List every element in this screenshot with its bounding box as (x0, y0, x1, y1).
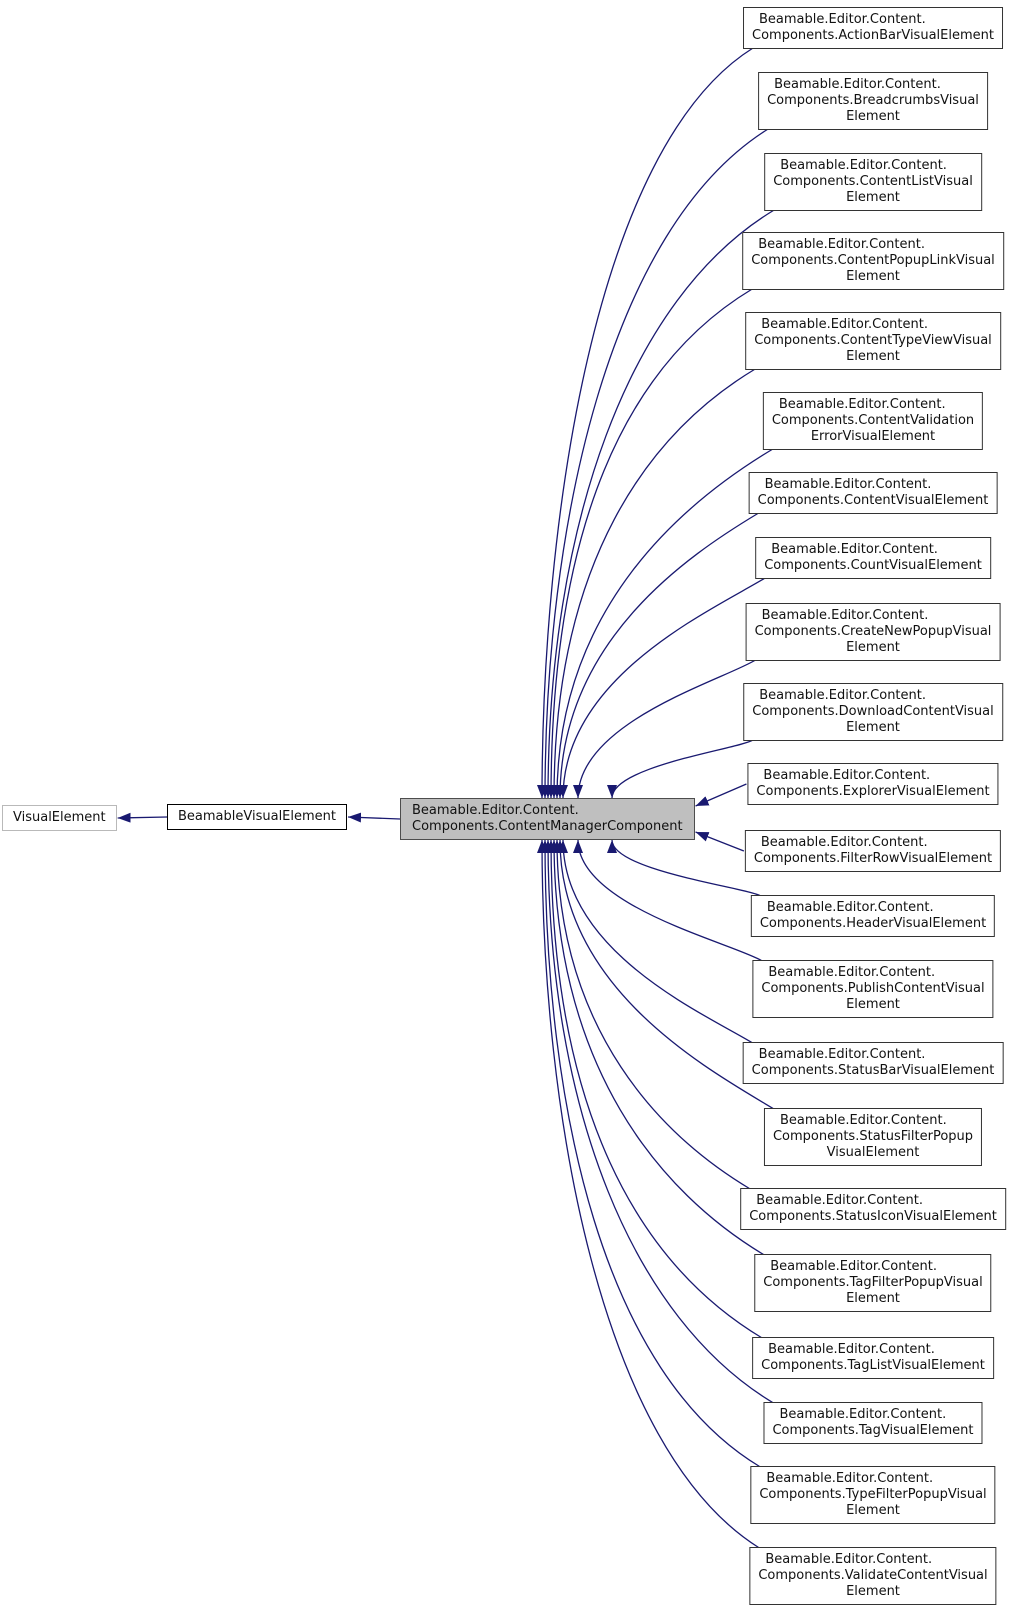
class-name-line: Beamable.Editor.Content. (758, 237, 925, 252)
derived-class-box[interactable] (749, 472, 998, 514)
class-name-line: Beamable.Editor.Content. (768, 1342, 935, 1357)
derived-class-box[interactable] (751, 895, 995, 937)
class-name-line: Components.StatusBarVisualElement (751, 1063, 995, 1078)
class-name-line: Beamable.Editor.Content. (766, 900, 934, 915)
derived-class-box[interactable] (743, 683, 1003, 741)
class-name-line: Element (846, 1503, 900, 1518)
class-name-line: Beamable.Editor.Content. (761, 317, 928, 332)
class-name-line: Components.ContentManagerComponent (412, 819, 683, 834)
class-name-line: Beamable.Editor.Content. (756, 1193, 923, 1208)
class-name-line: Element (846, 190, 900, 205)
derived-class-box[interactable] (752, 960, 993, 1018)
derived-class-box[interactable] (746, 603, 1001, 661)
class-name-line: Components.ContentTypeViewVisual (754, 333, 992, 348)
class-name-line: Components.ContentPopupLinkVisual (751, 253, 995, 268)
class-name-line: Beamable.Editor.Content. (759, 688, 927, 703)
base-class-box-beamablevisualelement[interactable]: BeamableVisualElement (167, 804, 347, 830)
class-name-line: Components.TypeFilterPopupVisual (759, 1487, 987, 1502)
derived-class-box[interactable] (743, 1042, 1004, 1084)
class-name-line: Element (846, 109, 900, 124)
class-name-line: Beamable.Editor.Content. (779, 1407, 947, 1422)
derived-class-box[interactable] (745, 830, 1001, 872)
derived-class-box[interactable] (740, 1188, 1006, 1230)
class-name-line: Components.ActionBarVisualElement (752, 28, 994, 43)
class-name-line: Components.ContentListVisual (773, 174, 973, 189)
class-name-line: Components.ContentValidation (771, 413, 975, 428)
class-name-line: Components.ContentVisualElement (757, 493, 989, 508)
class-name-line: Components.CountVisualElement (764, 558, 982, 573)
class-name-line: Beamable.Editor.Content. (780, 158, 947, 173)
class-name-line: Components.TagVisualElement (772, 1423, 974, 1438)
class-name-line: Element (846, 1291, 900, 1306)
derived-class-box[interactable] (764, 153, 982, 211)
class-name-line: Components.ValidateContentVisual (758, 1568, 988, 1583)
class-name-line: Components.HeaderVisualElement (759, 916, 987, 931)
class-name-line: Beamable.Editor.Content. (771, 542, 938, 557)
class-name-line: VisualElement (826, 1145, 920, 1160)
derived-class-box[interactable] (745, 312, 1001, 370)
class-name-line: Element (846, 349, 900, 364)
derived-class-box[interactable] (763, 392, 983, 450)
derived-class-box[interactable] (752, 1337, 994, 1379)
class-name-line: Beamable.Editor.Content. (760, 835, 928, 850)
class-name-line: Beamable.Editor.Content. (764, 477, 932, 492)
derived-class-box[interactable] (749, 1547, 996, 1605)
class-name-line: Beamable.Editor.Content. (759, 12, 926, 27)
base-class-box-visualelement: VisualElement (2, 805, 117, 831)
class-name-line: Components.FilterRowVisualElement (753, 851, 993, 866)
class-name-line: Beamable.Editor.Content. (766, 1471, 934, 1486)
class-name-line: Beamable.Editor.Content. (412, 803, 579, 818)
derived-class-box[interactable] (750, 1466, 995, 1524)
class-name-line: Beamable.Editor.Content. (763, 768, 931, 783)
derived-class-box[interactable] (763, 1402, 982, 1444)
derived-class-box[interactable] (764, 1108, 982, 1166)
class-name-line: Beamable.Editor.Content. (774, 77, 941, 92)
class-name-line: Components.ExplorerVisualElement (756, 784, 990, 799)
class-name-line: Components.DownloadContentVisual (752, 704, 994, 719)
derived-class-box[interactable] (754, 1254, 991, 1312)
class-name-line: Beamable.Editor.Content. (765, 1552, 933, 1567)
focus-class-box-contentmanagercomponent (400, 798, 695, 840)
class-name-line: Beamable.Editor.Content. (779, 1113, 947, 1128)
derived-class-box[interactable] (755, 537, 991, 579)
class-name-line: Components.TagListVisualElement (761, 1358, 985, 1373)
class-name-line: Element (846, 640, 900, 655)
class-name-line: Element (846, 720, 900, 735)
class-name-line: Beamable.Editor.Content. (761, 608, 929, 623)
derived-class-box[interactable] (758, 72, 988, 130)
class-name-line: Beamable.Editor.Content. (770, 1259, 938, 1274)
class-name-line: Element (846, 997, 900, 1012)
derived-class-box[interactable] (747, 763, 998, 805)
class-name-line: Components.TagFilterPopupVisual (763, 1275, 983, 1290)
class-name-line: Components.BreadcrumbsVisual (767, 93, 979, 108)
class-name-line: ErrorVisualElement (810, 429, 936, 444)
class-name-line: Components.PublishContentVisual (761, 981, 985, 996)
class-name-line: Beamable.Editor.Content. (768, 965, 936, 980)
class-name-line: Beamable.Editor.Content. (778, 397, 946, 412)
class-name-line: Element (846, 1584, 900, 1599)
class-name-line: Components.StatusFilterPopup (772, 1129, 974, 1144)
class-name-line: Components.StatusIconVisualElement (749, 1209, 997, 1224)
class-name-line: Element (846, 269, 900, 284)
derived-class-box[interactable] (742, 232, 1004, 290)
derived-class-box[interactable] (743, 7, 1003, 49)
class-name-line: Components.CreateNewPopupVisual (754, 624, 992, 639)
class-name-line: Beamable.Editor.Content. (758, 1047, 926, 1062)
